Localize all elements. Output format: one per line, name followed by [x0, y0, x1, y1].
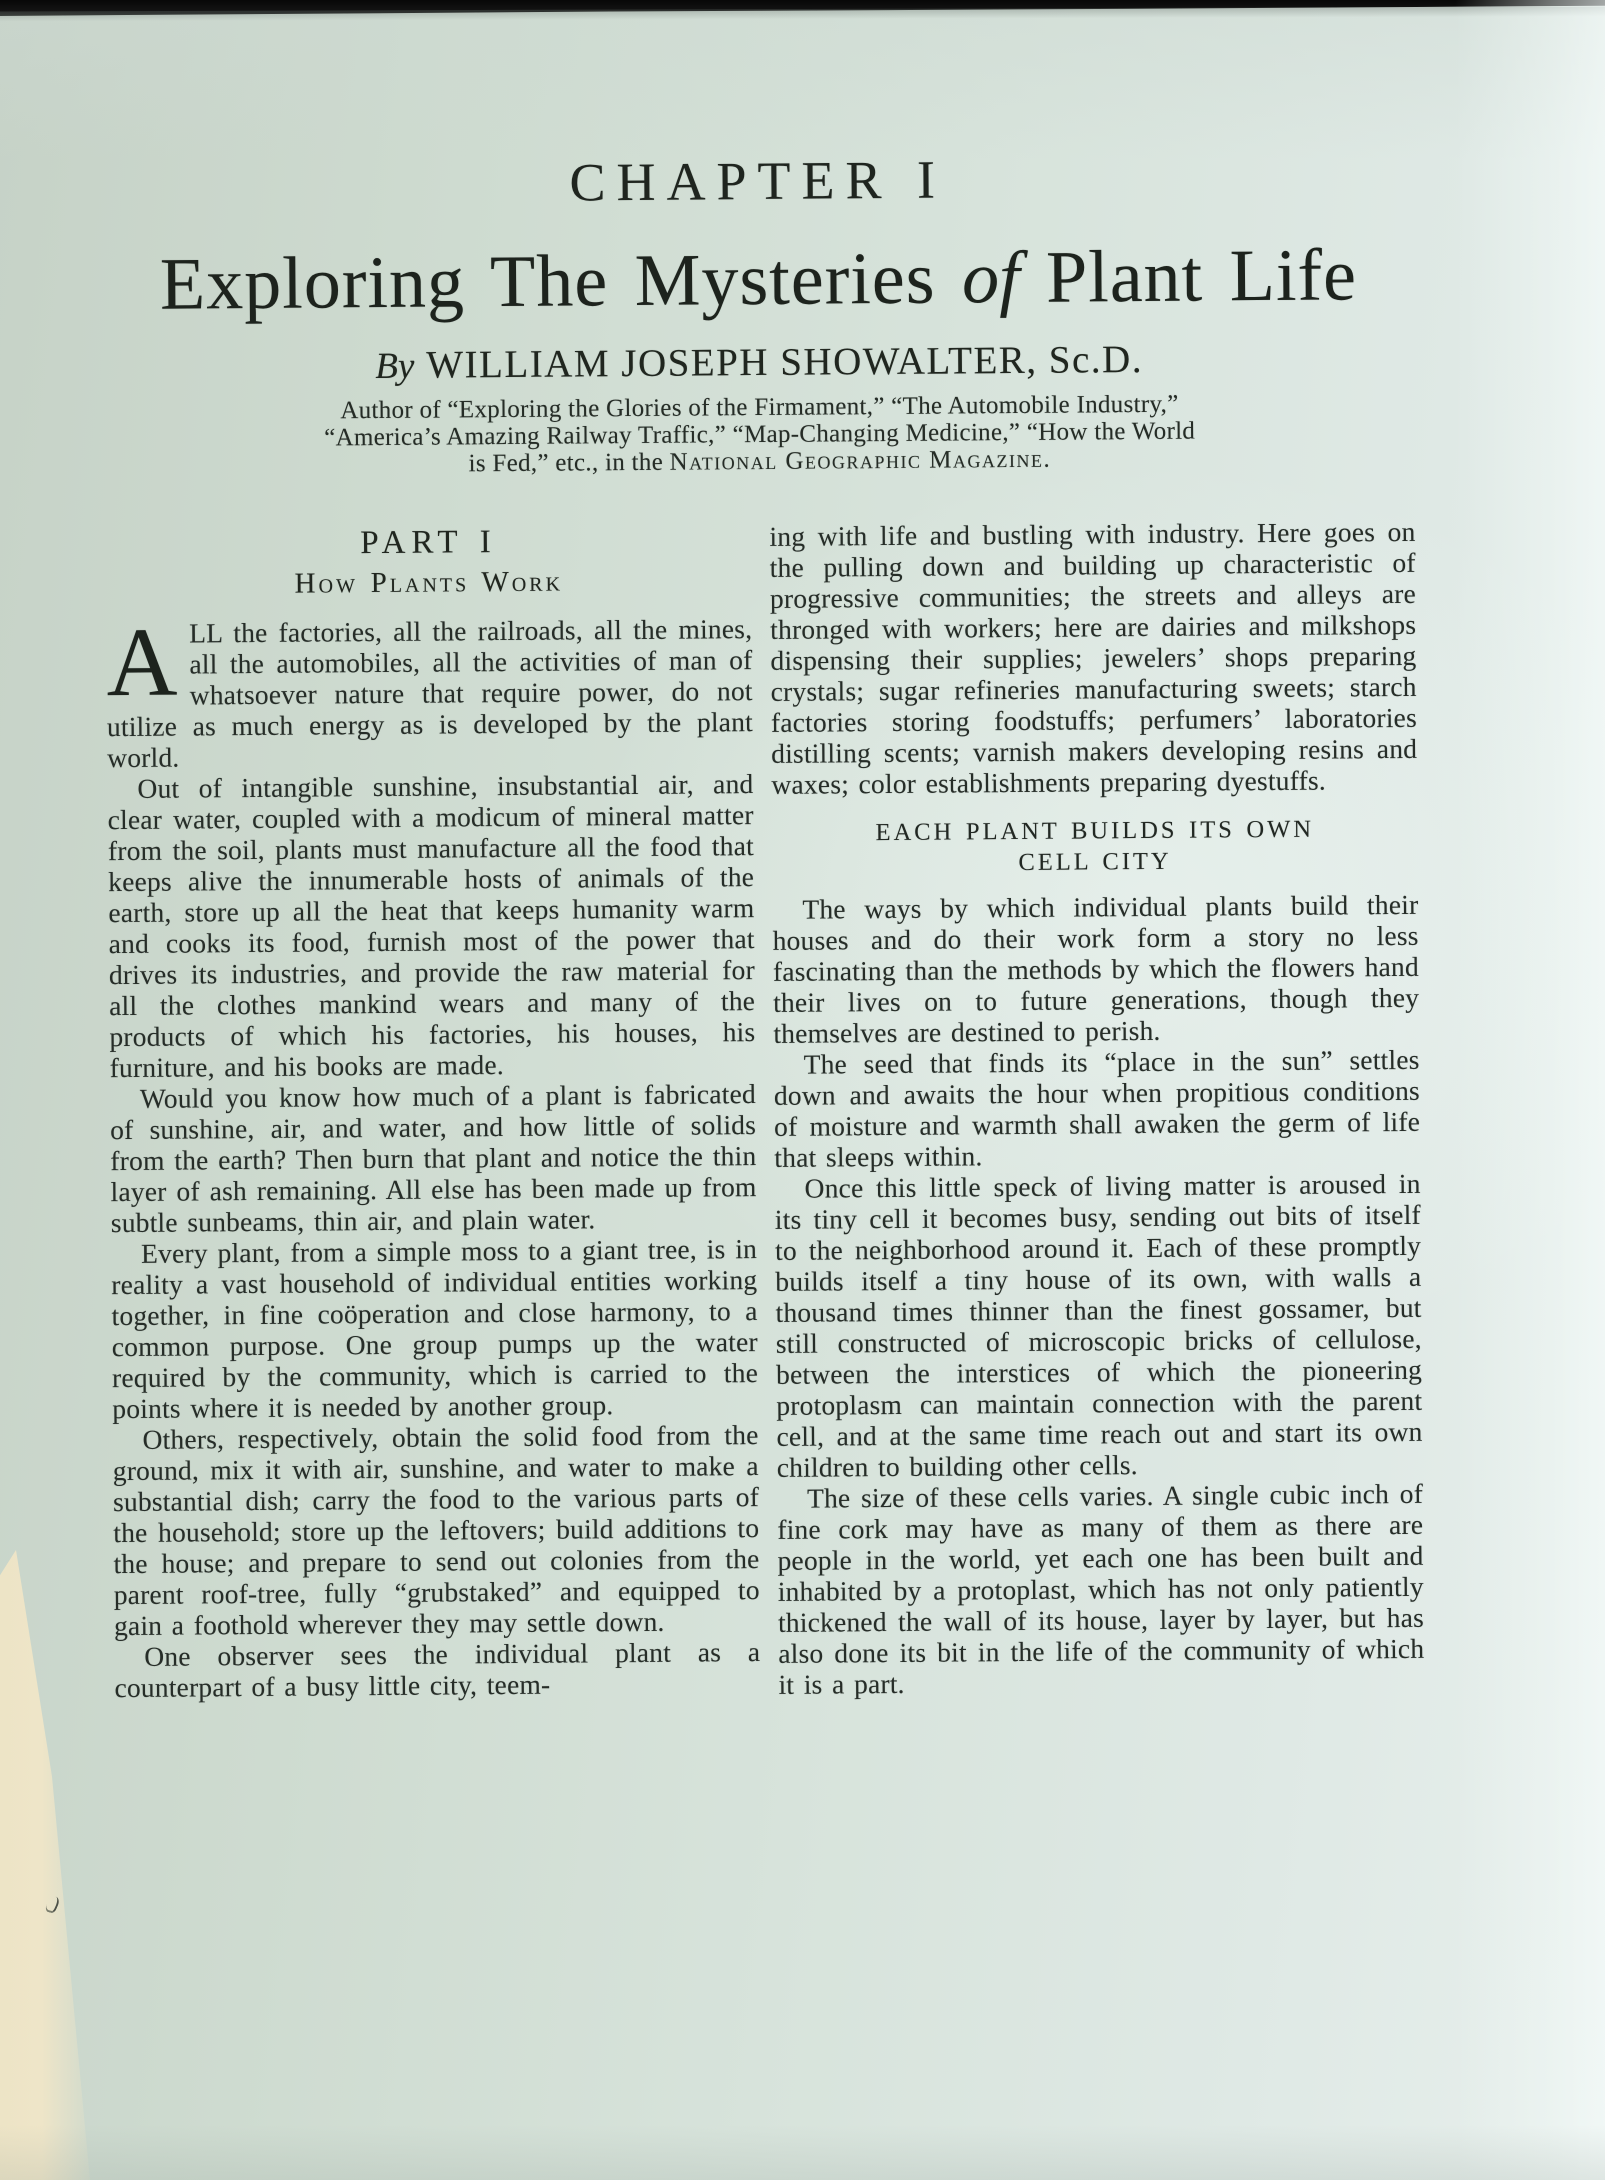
- part-heading: PART I: [360, 524, 497, 562]
- paragraph: ing with life and bustling with industry. Here goes on the pulling down and building up characteristic of progressive communities; the streets and alleys are thronged with workers; here are dairies and milkshops dispensing their supplies; jewelers’ shops preparing crystals; sugar refineries manufacturing sweets; starch factories storing foodstuffs; perfumers’ laboratories distilling scents; varnish makers developing resins and waxes; color establishments preparing dyestuffs.: [769, 515, 1418, 800]
- byline: [104, 335, 1414, 390]
- paragraph: Would you know how much of a plant is fabricated of sunshine, air, and water, and how little of solids from the earth? Then burn that plant and notice the thin layer of ash remaining. All else has been made up from subtle sunbeams, thin air, and plain water.: [109, 1078, 757, 1239]
- author-note-line3-prefix: is Fed,” etc., in the: [468, 448, 670, 478]
- page-content: [101, 0, 1424, 1705]
- author-note-line: “America’s Amazing Railway Traffic,” “Map-Changing Medicine,” “How the World: [324, 417, 1196, 452]
- right-column: [769, 516, 1424, 1700]
- two-column-text-block: [105, 516, 1424, 1705]
- paragraph: Once this little speck of living matter is aroused in its tiny cell it becomes busy, sending out bits of itself to the neighborhood around it. Each of these promptly builds itself a tiny house of its own, with walls a thousand times thinner than the finest gossamer, but still constructed of microscopic bricks of cellulose, between the interstices of which the pioneering protoplasm can maintain connection with the parent cell, and at the same time reach out and start its own children to building other cells.: [774, 1167, 1423, 1483]
- paragraph: Out of intangible sunshine, insubstantial air, and clear water, coupled with a modicum of mineral matter from the soil, plants must manufacture all the food that keeps alive the innumerable hosts of animals of the earth, store up all the heat that keeps humanity warm and cooks its food, furnish most of the power that drives its industries, and provide the raw material for all the clothes mankind wears and many of the products of which his factories, his houses, his furniture, and his books are made.: [107, 768, 756, 1084]
- author-note-line: Author of “Exploring the Glories of the Firmament,” “The Automobile Industry,”: [340, 390, 1179, 425]
- subheading-line: EACH PLANT BUILDS ITS OWN: [875, 815, 1315, 847]
- paragraph: Others, respectively, obtain the solid food from the ground, mix it with air, sunshine, and water to make a substantial dish; carry the food to the various parts of the household; store up the leftovers; build additions to the house; and prepare to send out colonies from the parent roof-tree, fully “grubstaked” and equipped to gain a foothold wherever they may settle down.: [112, 1419, 760, 1642]
- left-column: [105, 521, 760, 1705]
- paragraph-text: LL the factories, all the railroads, all the mines, all the automobiles, all the activities of man of whatsoever nature that require power, do not utilize as much energy as is developed by the plant world.: [106, 613, 754, 774]
- magazine-name-smallcaps: National Geographic Magazine.: [669, 445, 1052, 476]
- underlying-page-edge: [0, 1550, 100, 2180]
- title-italic-of: of: [961, 236, 1020, 320]
- paragraph: The size of these cells varies. A single cubic inch of fine cork may have as many of them as there are people in the world, yet each one has been built and inhabited by a protoplast, which has not only patiently thickened the wall of its house, layer by layer, but has also done its bit in the life of the community of which it is a part.: [777, 1477, 1425, 1700]
- subheading-line: CELL CITY: [1018, 847, 1172, 876]
- title-segment-pre: Exploring The Mysteries: [159, 237, 963, 326]
- drop-cap: A: [106, 608, 178, 718]
- paragraph: One observer sees the individual plant as a counterpart of a busy little city, teem-: [114, 1636, 761, 1704]
- paragraph: Every plant, from a simple moss to a giant tree, is in reality a vast household of individual entities working together, in fine coöperation and close harmony, to a common purpose. One group pumps up the water required by the community, which is carried to the points where it is needed by another group.: [111, 1233, 759, 1425]
- author-credit-note: [104, 389, 1415, 480]
- section-heading: How Plants Work: [294, 565, 564, 600]
- cell-city-subheading: [772, 813, 1418, 880]
- byline-author-name: WILLIAM JOSEPH SHOWALTER, Sc.D.: [426, 337, 1144, 387]
- paragraph: The ways by which individual plants build their houses and do their work form a story no less fascinating than the methods by which the flowers hand their lives on to future generations, though they themselves are destined to perish.: [772, 888, 1420, 1049]
- chapter-heading: CHAPTER I: [569, 149, 947, 213]
- paragraph: The seed that finds its “place in the sun” settles down and awaits the hour when propitious conditions of moisture and warmth shall awaken the germ of life that sleeps within.: [773, 1043, 1421, 1173]
- page-curve-highlight: [1455, 0, 1605, 2180]
- title-segment-post: Plant Life: [1019, 234, 1358, 319]
- page-bottom-shadow: [0, 2125, 1605, 2180]
- paragraph: [106, 608, 754, 774]
- byline-by: By: [375, 345, 415, 388]
- page-title: [103, 233, 1414, 328]
